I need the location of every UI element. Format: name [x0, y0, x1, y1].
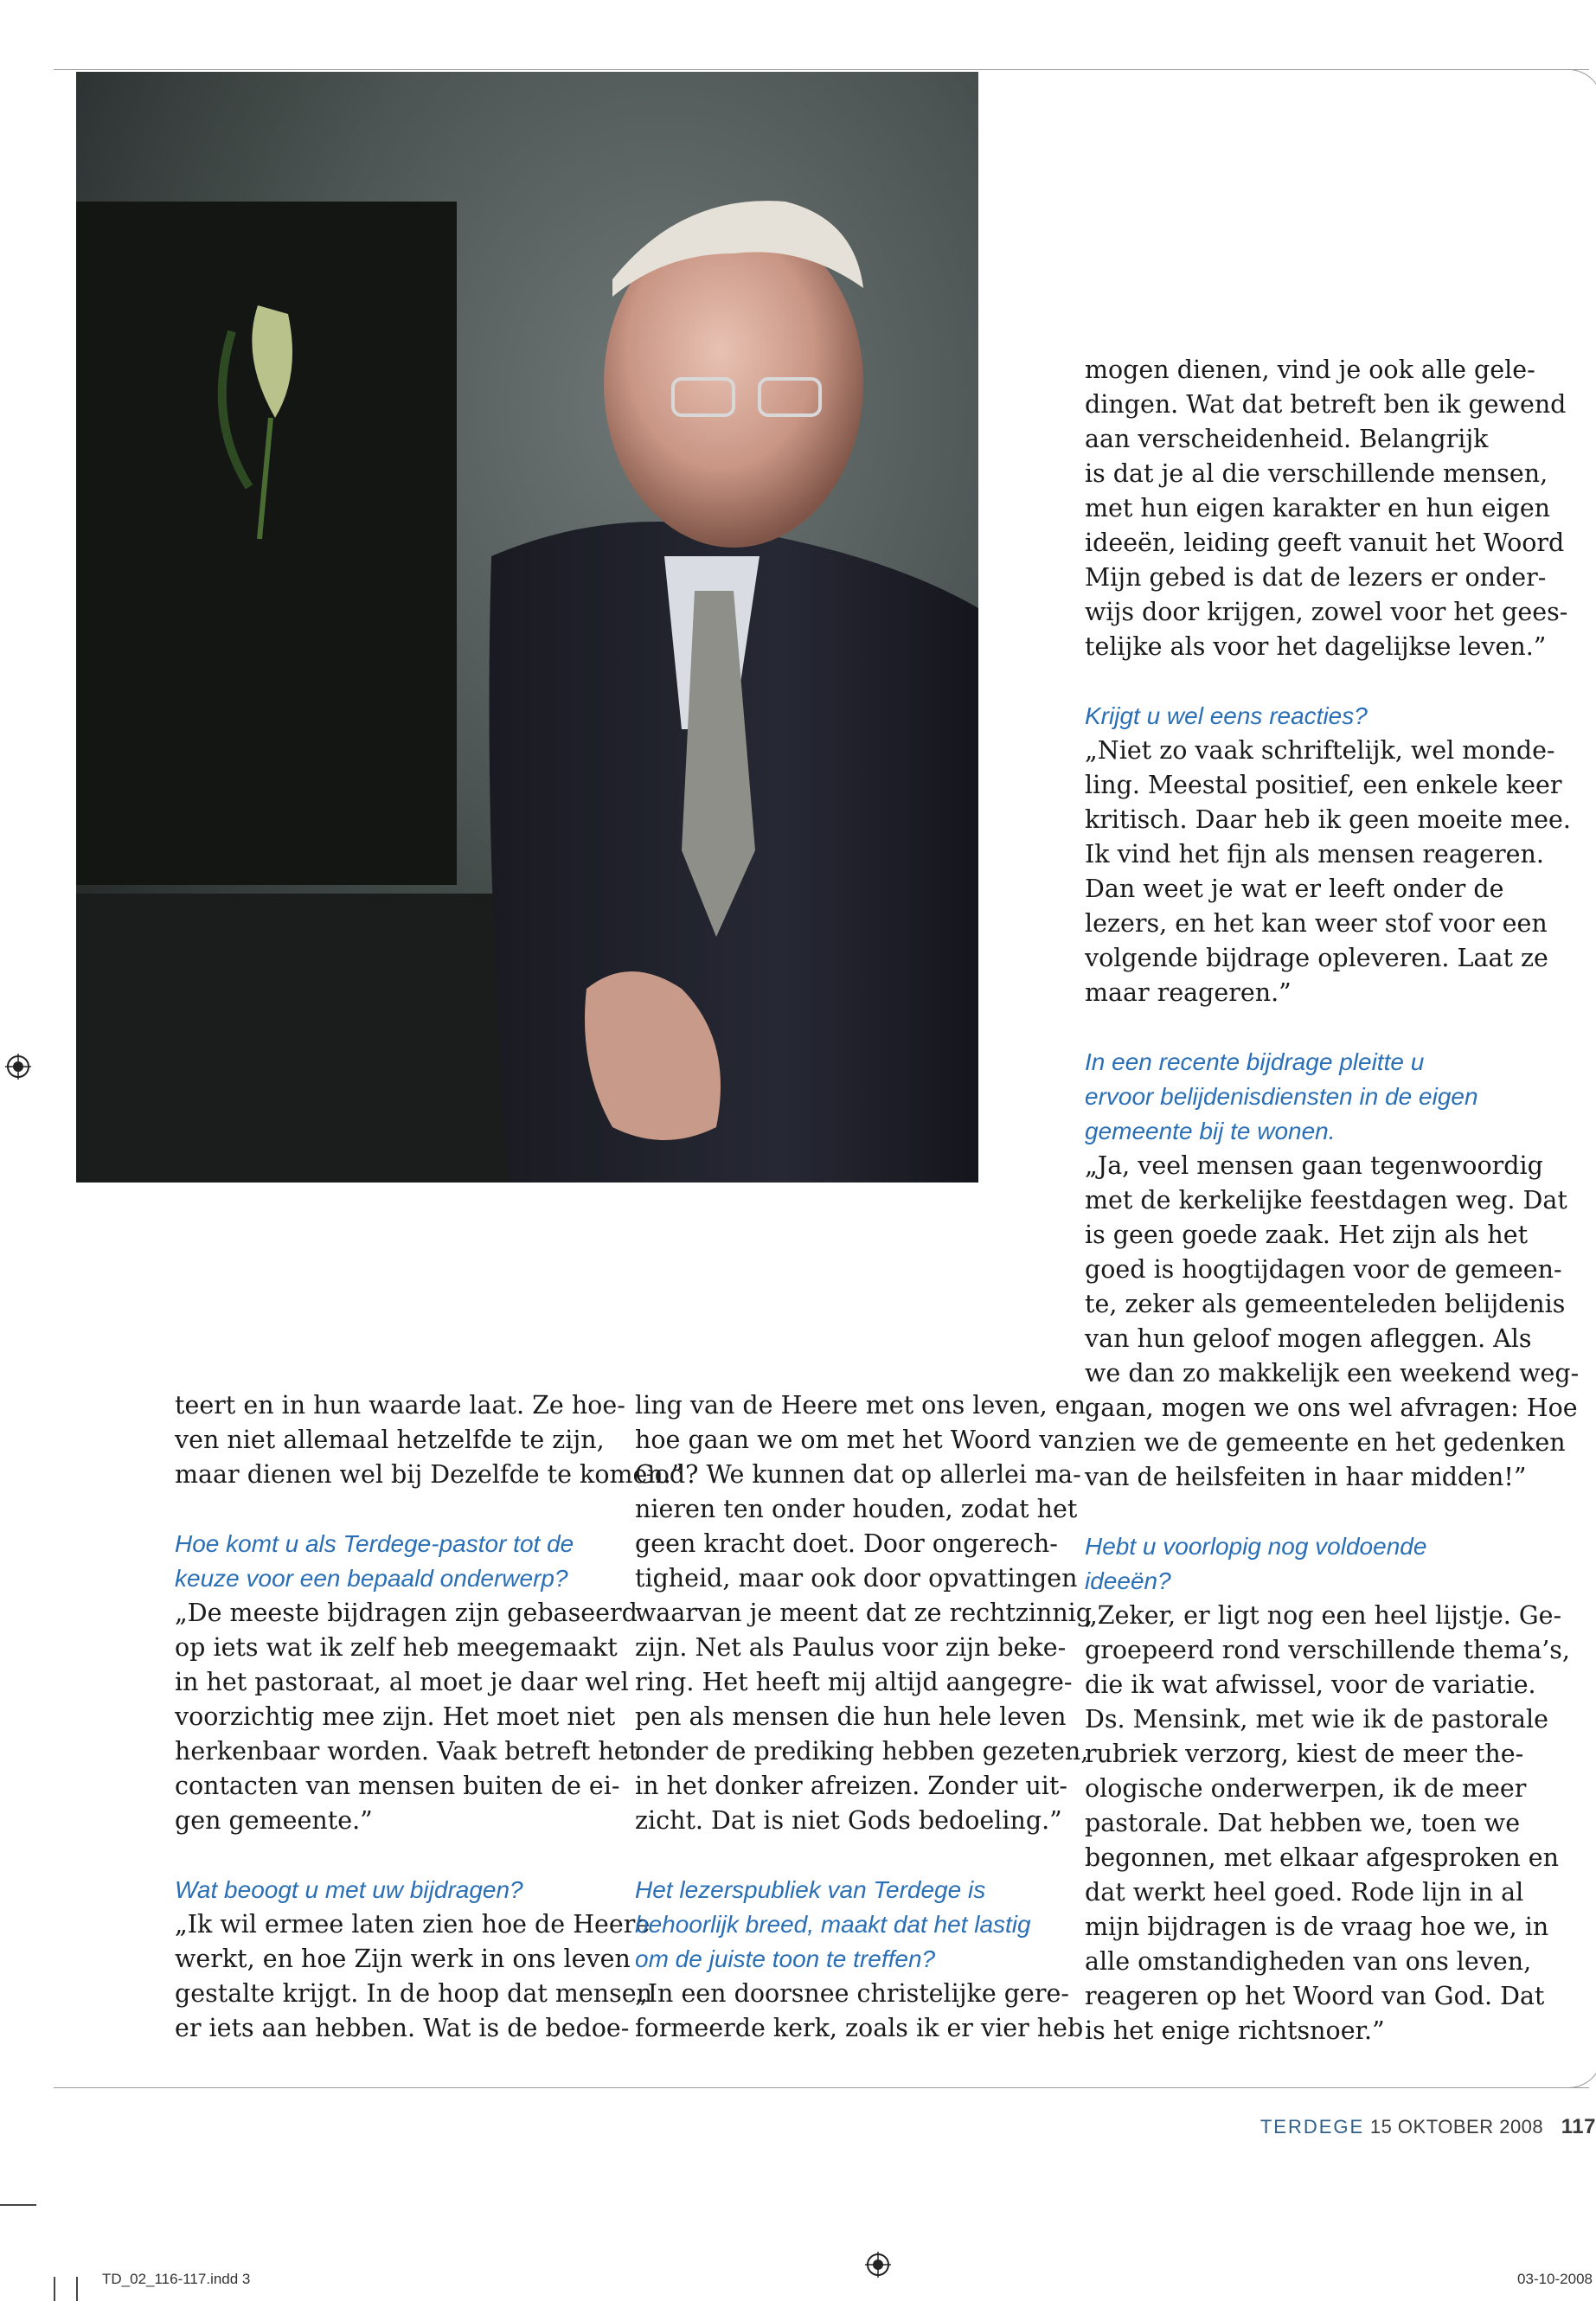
text-line: nieren ten onder houden, zodat het [635, 1495, 1078, 1523]
page-number: 117 [1561, 2115, 1596, 2138]
question-line: Het lezerspubliek van Terdege is [635, 1876, 986, 1903]
text-line: mijn bijdragen is de vraag hoe we, in [1085, 1913, 1549, 1941]
text-line: Mijn gebed is dat de lezers er onder- [1085, 563, 1547, 592]
text-line: mogen dienen, vind je ook alle gele- [1085, 356, 1535, 384]
text-line: zicht. Dat is niet Gods bedoeling.” [635, 1806, 1062, 1835]
paragraph [635, 1388, 1093, 1838]
text-line: groepeerd rond verschillende thema’s, [1085, 1636, 1570, 1664]
text-line: zijn. Net als Paulus voor zijn beke- [635, 1633, 1067, 1662]
question-line: Wat beoogt u met uw bijdragen? [175, 1876, 523, 1903]
portrait-illustration [76, 72, 978, 1183]
text-line: in het pastoraat, al moet je daar wel [175, 1668, 629, 1696]
text-line: is geen goede zaak. Het zijn als het [1085, 1221, 1529, 1249]
text-line: werkt, en hoe Zijn werk in ons leven [175, 1945, 631, 1973]
text-line: lezers, en het kan weer stof voor een [1085, 909, 1548, 938]
text-line: maar reageren.” [1085, 978, 1292, 1007]
text-line: maar dienen wel bij Dezelfde te komen.” [175, 1460, 684, 1489]
text-line: alle omstandigheden van ons leven, [1085, 1947, 1532, 1976]
text-line: „Niet zo vaak schriftelijk, wel monde- [1085, 736, 1555, 765]
column-3 [1085, 353, 1580, 2048]
text-line: Ik vind het fijn als mensen reageren. [1085, 840, 1544, 868]
crop-mark [54, 2277, 55, 2301]
registration-mark-icon [5, 1054, 31, 1080]
text-line: hoe gaan we om met het Woord van [635, 1426, 1084, 1454]
answer-paragraph [1085, 1599, 1570, 2048]
text-line: Dan weet je wat er leeft onder de [1085, 875, 1504, 903]
answer-paragraph [635, 1977, 1084, 2046]
text-line: contacten van mensen buiten de ei- [175, 1772, 620, 1800]
text-line: aan verscheidenheid. Belangrijk [1085, 425, 1489, 453]
text-line: ling van de Heere met ons leven, en [635, 1391, 1086, 1420]
top-rule [54, 69, 1589, 70]
interview-question [1085, 699, 1535, 734]
text-line: telijke als voor het dagelijkse leven.” [1085, 632, 1547, 661]
text-line: gestalte krijgt. In de hoop dat mensen [175, 1979, 652, 2008]
answer-paragraph [1085, 734, 1571, 1010]
text-line: van hun geloof mogen afleggen. Als [1085, 1324, 1532, 1353]
text-line: pastorale. Dat hebben we, toen we [1085, 1809, 1521, 1837]
text-line: we dan zo makkelijk een weekend weg- [1085, 1359, 1580, 1388]
slug-filename: TD_02_116-117.indd 3 [102, 2271, 251, 2287]
interview-question [1085, 1045, 1535, 1149]
bottom-rule-corner [1567, 2053, 1596, 2088]
text-line: te, zeker als gemeenteleden belijdenis [1085, 1290, 1566, 1318]
question-line: ideeën? [1085, 1567, 1171, 1594]
question-line: Hebt u voorlopig nog voldoende [1085, 1533, 1427, 1560]
text-line: er iets aan hebben. Wat is de bedoe- [175, 2014, 630, 2042]
paragraph [1085, 353, 1568, 664]
text-line: op iets wat ik zelf heb meegemaakt [175, 1633, 618, 1662]
interview-question [635, 1873, 1076, 1977]
text-line: ideeën, leiding geeft vanuit het Woord [1085, 529, 1565, 557]
interview-question [1085, 1529, 1535, 1599]
text-line: is dat je al die verschillende mensen, [1085, 459, 1548, 488]
text-line: kritisch. Daar heb ik geen moeite mee. [1085, 805, 1571, 834]
text-line: Ds. Mensink, met wie ik de pastorale [1085, 1705, 1549, 1734]
text-line: ologische onderwerpen, ik de meer [1085, 1774, 1527, 1803]
text-line: dingen. Wat dat betreft ben ik gewend [1085, 390, 1567, 419]
column-2 [635, 1388, 1093, 2046]
text-line: pen als mensen die hun hele leven [635, 1702, 1067, 1731]
text-line: geen kracht doet. Door ongerech- [635, 1529, 1058, 1558]
column-1 [175, 1388, 684, 2046]
text-line: goed is hoogtijdagen voor de gemeen- [1085, 1255, 1562, 1284]
bottom-rule [54, 2087, 1589, 2088]
text-line: voorzichtig mee zijn. Het moet niet [175, 1702, 616, 1731]
text-line: God? We kunnen dat op allerlei ma- [635, 1460, 1081, 1489]
text-line: „Zeker, er ligt nog een heel lijstje. Ge- [1085, 1601, 1562, 1630]
question-line: In een recente bijdrage pleitte u [1085, 1048, 1425, 1075]
text-line: met de kerkelijke feestdagen weg. Dat [1085, 1186, 1567, 1215]
text-line: herkenbaar worden. Vaak betreft het [175, 1737, 639, 1766]
text-line: van de heilsfeiten in haar midden!” [1085, 1463, 1527, 1491]
magazine-name: TERDEGE [1259, 2116, 1365, 2138]
text-line: met hun eigen karakter en hun eigen [1085, 494, 1551, 522]
answer-paragraph [1085, 1149, 1580, 1495]
interview-question [175, 1873, 616, 1907]
text-line: in het donker afreizen. Zonder uit- [635, 1772, 1068, 1800]
text-line: rubriek verzorg, kiest de meer the- [1085, 1740, 1524, 1768]
text-line: is het enige richtsnoer.” [1085, 2016, 1385, 2045]
text-line: gaan, mogen we ons wel afvragen: Hoe [1085, 1394, 1578, 1422]
question-line: Krijgt u wel eens reacties? [1085, 702, 1368, 729]
text-line: onder de prediking hebben gezeten, [635, 1737, 1089, 1766]
text-line: zien we de gemeente en het gedenken [1085, 1428, 1566, 1457]
portrait-photo [76, 72, 978, 1183]
text-line: begonnen, met elkaar afgesproken en [1085, 1843, 1559, 1872]
text-line: „Ja, veel mensen gaan tegenwoordig [1085, 1151, 1543, 1180]
text-line: „In een doorsnee christelijke gere- [635, 1979, 1070, 2008]
text-line: formeerde kerk, zoals ik er vier heb [635, 2014, 1084, 2042]
text-line: wijs door krijgen, zowel voor het gees- [1085, 598, 1568, 626]
issue-date: 15 OKTOBER 2008 [1369, 2116, 1544, 2138]
text-line: „Ik wil ermee laten zien hoe de Heere [175, 1910, 651, 1939]
slug-date: 03-10-2008 [1517, 2271, 1593, 2287]
question-line: gemeente bij te wonen. [1085, 1118, 1336, 1144]
text-line: gen gemeente.” [175, 1806, 373, 1835]
top-rule-corner [1567, 69, 1596, 105]
question-line: behoorlijk breed, maakt dat het lastig [635, 1911, 1031, 1938]
crop-mark [76, 2277, 78, 2301]
registration-mark-icon [865, 2252, 891, 2278]
text-line: teert en in hun waarde laat. Ze hoe- [175, 1391, 625, 1420]
paragraph [175, 1388, 684, 1492]
text-line: dat werkt heel goed. Rode lijn in al [1085, 1878, 1524, 1907]
question-line: om de juiste toon te treffen? [635, 1945, 936, 1972]
crop-mark [0, 2204, 36, 2206]
answer-paragraph [175, 1596, 639, 1838]
interview-question [175, 1527, 616, 1596]
text-line: „De meeste bijdragen zijn gebaseerd [175, 1599, 638, 1627]
text-line: ling. Meestal positief, een enkele keer [1085, 771, 1562, 799]
text-line: ring. Het heeft mij altijd aangegre- [635, 1668, 1073, 1696]
question-line: keuze voor een bepaald onderwerp? [175, 1565, 568, 1592]
text-line: volgende bijdrage opleveren. Laat ze [1085, 944, 1548, 972]
question-line: ervoor belijdenisdiensten in de eigen [1085, 1083, 1478, 1110]
answer-paragraph [175, 1907, 652, 2046]
page-footer [1260, 2115, 1596, 2139]
text-line: ven niet allemaal hetzelfde te zijn, [175, 1426, 605, 1454]
question-line: Hoe komt u als Terdege-pastor tot de [175, 1530, 574, 1557]
text-line: tigheid, maar ook door opvattingen [635, 1564, 1078, 1593]
text-line: reageren op het Woord van God. Dat [1085, 1982, 1545, 2010]
text-line: waarvan je meent dat ze rechtzinnig [635, 1599, 1093, 1627]
text-line: die ik wat afwissel, voor de variatie. [1085, 1670, 1536, 1699]
